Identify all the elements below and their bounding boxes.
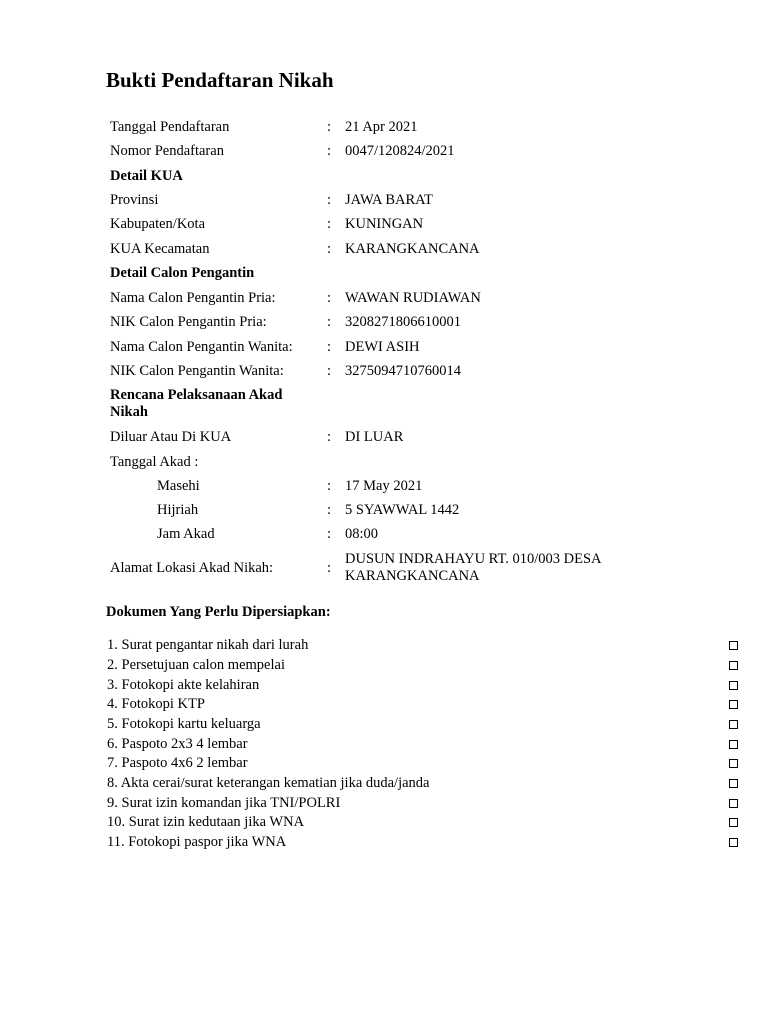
checkbox-icon xyxy=(729,838,738,847)
list-item: 6. Paspoto 2x3 4 lembar xyxy=(107,736,248,752)
checkbox-icon xyxy=(729,681,738,690)
separator: : xyxy=(327,216,332,232)
checkbox-icon xyxy=(729,641,738,650)
separator: : xyxy=(327,314,332,330)
groom-name-value: WAWAN RUDIAWAN xyxy=(345,290,481,306)
checkbox-icon xyxy=(729,818,738,827)
address-line2: KARANGKANCANA xyxy=(345,568,480,584)
list-item: 11. Fotokopi paspor jika WNA xyxy=(107,834,287,850)
list-item: 4. Fotokopi KTP xyxy=(107,696,205,712)
registration-number-value: 0047/120824/2021 xyxy=(345,143,455,159)
separator: : xyxy=(327,560,332,576)
separator: : xyxy=(327,192,332,208)
province-label: Provinsi xyxy=(110,192,159,208)
registration-date-label: Tanggal Pendaftaran xyxy=(110,119,230,135)
bride-name-value: DEWI ASIH xyxy=(345,339,420,355)
checkbox-icon xyxy=(729,799,738,808)
bride-nik-label: NIK Calon Pengantin Wanita: xyxy=(110,363,284,379)
bride-name-label: Nama Calon Pengantin Wanita: xyxy=(110,339,293,355)
list-item: 5. Fotokopi kartu keluarga xyxy=(107,716,261,732)
separator: : xyxy=(327,119,332,135)
hijriah-label: Hijriah xyxy=(157,502,199,518)
list-item: 9. Surat izin komandan jika TNI/POLRI xyxy=(107,795,341,811)
akad-date-label: Tanggal Akad : xyxy=(110,454,199,470)
akad-heading-line1: Rencana Pelaksanaan Akad xyxy=(110,387,283,403)
separator: : xyxy=(327,502,332,518)
checkbox-icon xyxy=(729,720,738,729)
separator: : xyxy=(327,143,332,159)
regency-label: Kabupaten/Kota xyxy=(110,216,206,232)
registration-number-row xyxy=(110,143,224,160)
separator: : xyxy=(327,363,332,379)
province-value: JAWA BARAT xyxy=(345,192,433,208)
list-item: 10. Surat izin kedutaan jika WNA xyxy=(107,814,305,830)
address-line1: DUSUN INDRAHAYU RT. 010/003 DESA xyxy=(345,551,602,567)
location-type-value: DI LUAR xyxy=(345,429,404,445)
registration-number-label: Nomor Pendaftaran xyxy=(110,143,224,159)
separator: : xyxy=(327,290,332,306)
list-item: 7. Paspoto 4x6 2 lembar xyxy=(107,755,248,771)
documents-heading: Dokumen Yang Perlu Dipersiapkan: xyxy=(106,604,331,620)
checkbox-icon xyxy=(729,759,738,768)
bride-nik-value: 3275094710760014 xyxy=(345,363,461,379)
separator: : xyxy=(327,241,332,257)
akad-heading-line2: Nikah xyxy=(110,404,148,420)
masehi-value: 17 May 2021 xyxy=(345,478,423,494)
checkbox-icon xyxy=(729,700,738,709)
separator: : xyxy=(327,478,332,494)
time-label: Jam Akad xyxy=(157,526,215,542)
hijriah-value: 5 SYAWWAL 1442 xyxy=(345,502,460,518)
registration-date-row xyxy=(110,119,229,136)
groom-name-label: Nama Calon Pengantin Pria: xyxy=(110,290,276,306)
list-item: 8. Akta cerai/surat keterangan kematian jika duda/janda xyxy=(107,775,430,791)
page-title: Bukti Pendaftaran Nikah xyxy=(106,68,334,92)
checkbox-icon xyxy=(729,661,738,670)
district-value: KARANGKANCANA xyxy=(345,241,480,257)
separator: : xyxy=(327,429,332,445)
district-label: KUA Kecamatan xyxy=(110,241,210,257)
masehi-label: Masehi xyxy=(157,478,200,494)
groom-nik-label: NIK Calon Pengantin Pria: xyxy=(110,314,267,330)
checkbox-icon xyxy=(729,740,738,749)
list-item: 1. Surat pengantar nikah dari lurah xyxy=(107,637,309,653)
location-type-label: Diluar Atau Di KUA xyxy=(110,429,232,445)
time-value: 08:00 xyxy=(345,526,379,542)
checkbox-icon xyxy=(729,779,738,788)
groom-nik-value: 3208271806610001 xyxy=(345,314,461,330)
separator: : xyxy=(327,339,332,355)
list-item: 2. Persetujuan calon mempelai xyxy=(107,657,285,673)
regency-value: KUNINGAN xyxy=(345,216,424,232)
kua-heading: Detail KUA xyxy=(110,168,183,184)
couple-heading: Detail Calon Pengantin xyxy=(110,265,255,281)
registration-date-value: 21 Apr 2021 xyxy=(345,119,418,135)
list-item: 3. Fotokopi akte kelahiran xyxy=(107,677,260,693)
address-label: Alamat Lokasi Akad Nikah: xyxy=(110,560,274,576)
separator: : xyxy=(327,526,332,542)
